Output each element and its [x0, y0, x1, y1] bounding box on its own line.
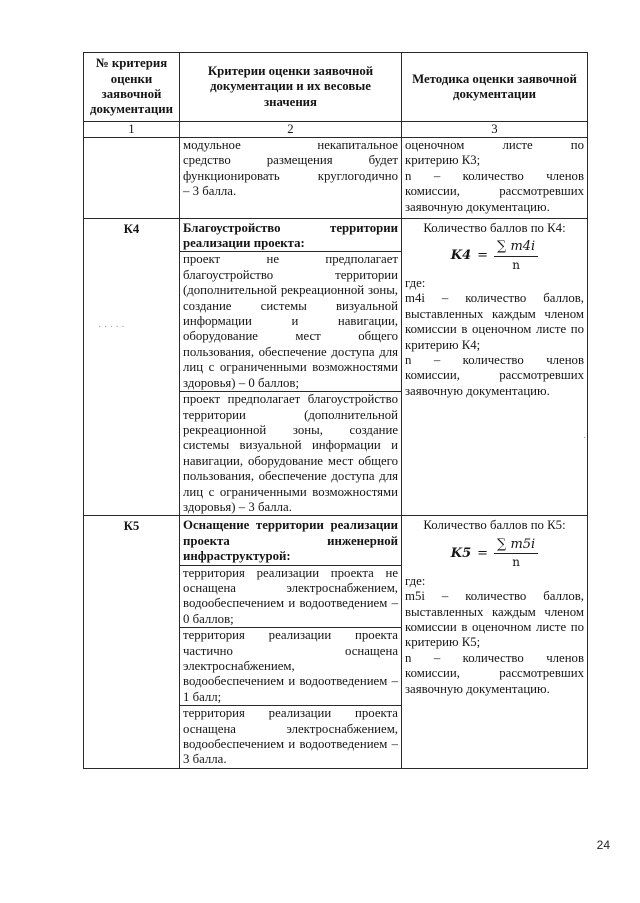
criterion-title: Оснащение территории реализации проекта инженерной инфраструктурой: — [180, 516, 401, 565]
method-title: Количество баллов по К4: — [423, 220, 566, 235]
header-criterion-number: № критерия оценки заявочной документации — [84, 53, 180, 122]
criterion-id: К4 — [84, 218, 180, 516]
criterion-row-k5 — [84, 516, 588, 769]
criterion-option: территория реализации проекта не оснащена электроснабжением, водообеспечением и водоотведением – 0 баллов; — [180, 566, 401, 629]
text-line: заявочную документацию. — [405, 199, 550, 214]
where-label: где: — [405, 276, 426, 291]
column-number: 3 — [402, 122, 588, 138]
text-line: оценочном листе по — [405, 138, 584, 152]
text-line: функционировать круглогодично — [183, 168, 398, 183]
method-n: n – количество членов комиссии, рассмотревших заявочную документацию. — [405, 353, 584, 398]
continuation-method-cell — [402, 138, 588, 219]
criterion-k5-method — [402, 516, 588, 769]
criteria-table — [83, 52, 588, 769]
formula-denominator: n — [512, 257, 520, 272]
text-line: n – количество членов — [405, 168, 584, 183]
text-line: модульное некапитальное — [183, 138, 398, 152]
equals-sign: = — [477, 546, 489, 562]
method-text: m4i – количество баллов, выставленных каждым членом комиссии в оценочном листе по критерию К4; — [405, 291, 584, 352]
header-criteria: Критерии оценки заявочной документации и их весовые значения — [180, 53, 402, 122]
text-line: средство размещения будет — [183, 153, 398, 168]
formula-numerator: ∑ m4i — [494, 239, 538, 256]
equals-sign: = — [477, 248, 489, 264]
continuation-row — [84, 138, 588, 219]
formula-fraction — [494, 239, 538, 273]
formula-lhs: K4 — [450, 248, 472, 264]
criterion-k4-method — [402, 218, 588, 516]
header-method: Методика оценки заявочной документации — [402, 53, 588, 122]
text-line: – 3 балла. — [183, 184, 237, 199]
empty-cell — [84, 138, 180, 219]
criterion-row-k4 — [84, 218, 588, 516]
column-number-row — [84, 122, 588, 138]
continuation-criteria-cell — [180, 138, 402, 219]
formula — [405, 236, 584, 276]
text-line: критерию К3; — [405, 153, 481, 168]
method-n: n – количество членов комиссии, рассмотревших заявочную документацию. — [405, 650, 584, 696]
criterion-k5-description — [180, 516, 402, 769]
method-title: Количество баллов по К5: — [423, 518, 566, 533]
criterion-k4-description — [180, 218, 402, 516]
scan-speck: · · · · · — [98, 322, 125, 333]
text-line: комиссии, рассмотревших — [405, 184, 584, 199]
page-number: 24 — [596, 838, 610, 852]
column-number: 1 — [84, 122, 180, 138]
criterion-id: К5 — [84, 516, 180, 769]
criterion-option: проект не предполагает благоустройство территории (дополнительной рекреационной зоны, создание системы визуальной информации и навигации, оборудование мест общего пользования, обеспечение доступа для лиц с ограниченными возможностями здоровья) – 0 баллов; — [180, 252, 401, 392]
formula-fraction — [494, 537, 538, 571]
formula-denominator: n — [512, 555, 520, 570]
where-label: где: — [405, 573, 426, 588]
method-text: m5i – количество баллов, выставленных каждым членом комиссии в оценочном листе по критерию К5; — [405, 589, 584, 650]
header-row — [84, 53, 588, 122]
criterion-option: проект предполагает благоустройство территории (дополнительной рекреационной зоны, создание системы визуальной информации и навигации, оборудование мест общего пользования, обеспечение доступа для лиц с ограниченными возможностями здоровья) – 3 балла. — [183, 392, 398, 514]
scan-speck: · — [583, 433, 587, 444]
formula — [405, 534, 584, 574]
criterion-option: территория реализации проекта частично оснащена электроснабжением, водообеспечением и водоотведением – 1 балл; — [180, 628, 401, 706]
column-number: 2 — [180, 122, 402, 138]
criterion-option: территория реализации проекта оснащена электроснабжением, водообеспечением и водоотведением – 3 балла. — [183, 706, 398, 767]
criterion-title: Благоустройство территории реализации проекта: — [180, 219, 401, 253]
formula-lhs: K5 — [450, 546, 472, 562]
formula-numerator: ∑ m5i — [494, 537, 538, 554]
